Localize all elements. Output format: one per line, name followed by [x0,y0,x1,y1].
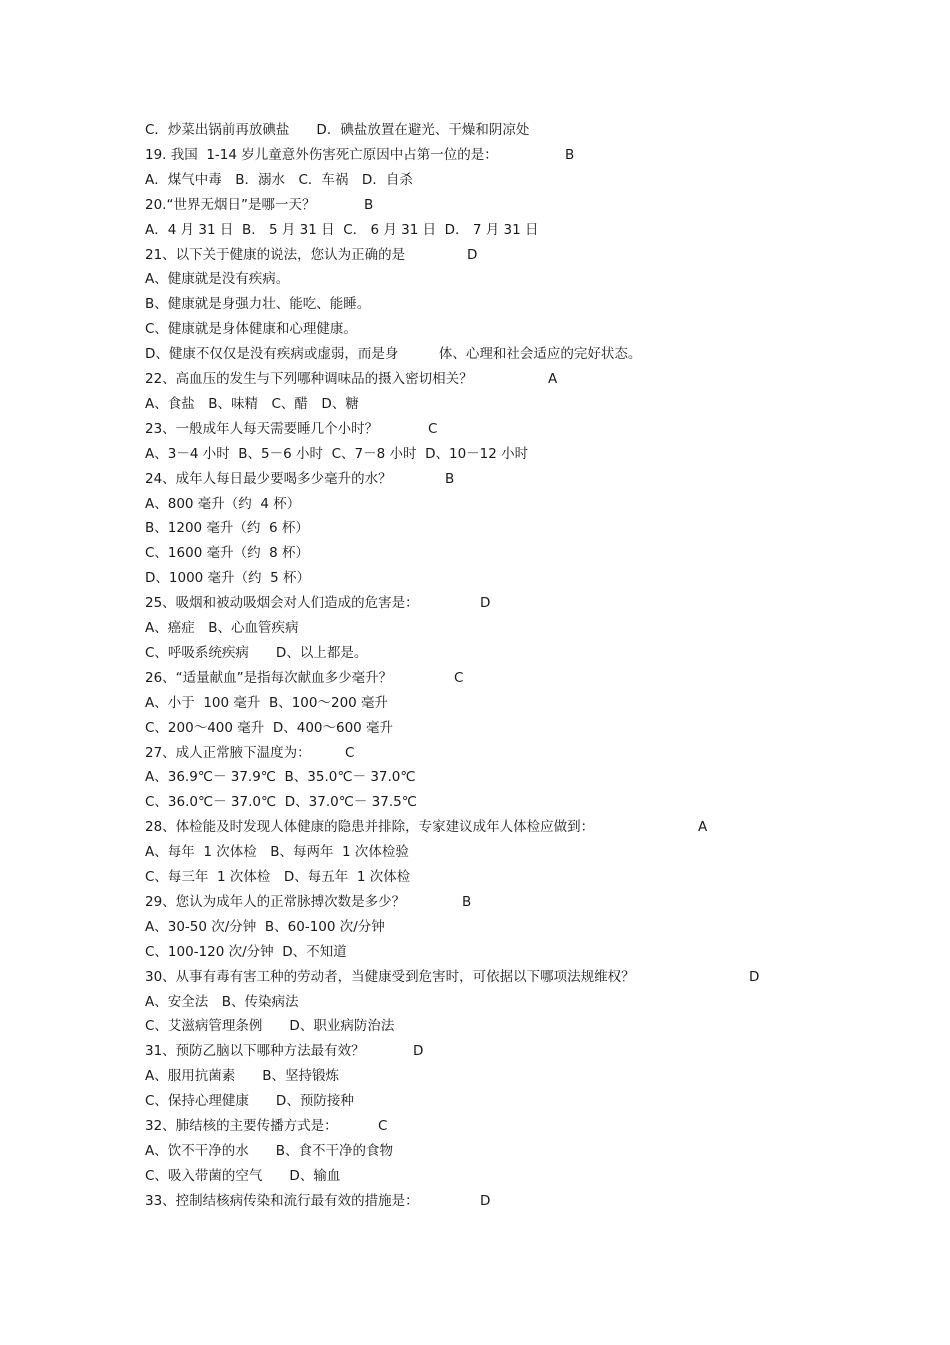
answer-key: C [345,744,355,761]
question-line: 25、吸烟和被动吸烟会对人们造成的危害是： [145,595,419,612]
question-line: 27、成人正常腋下温度为： [145,744,311,761]
question-line: C、健康就是身体健康和心理健康。 [145,321,357,338]
question-line: 23、一般成年人每天需要睡几个小时？ [145,420,379,437]
question-line: 21、以下关于健康的说法，您认为正确的是 [145,246,406,263]
question-line: D、健康不仅仅是没有疾病或虚弱，而是身 体、心理和社会适应的完好状态。 [145,346,642,363]
answer-key: B [364,196,374,213]
question-line: C、保持心理健康 D、预防接种 [145,1093,354,1110]
question-line: 24、成年人每日最少要喝多少毫升的水？ [145,470,392,487]
question-line: A、癌症 B、心血管疾病 [145,620,299,636]
question-line: A、30-50 次/分钟 B、60-100 次/分钟 [145,918,385,935]
answer-key: B [565,146,575,163]
question-line: A、食盐 B、味精 C、醋 D、糖 [145,395,359,412]
question-line: A、服用抗菌素 B、坚持锻炼 [145,1068,339,1085]
question-line: A、健康就是没有疾病。 [145,271,290,288]
question-line: A、每年 1 次体检 B、每两年 1 次体检验 [145,844,409,861]
question-line: B、健康就是身强力壮、能吃、能睡。 [145,296,371,313]
question-line: C、艾滋病管理条例 D、职业病防治法 [145,1018,395,1035]
question-line: A、安全法 B、传染病法 [145,993,299,1010]
question-line: A、饮不干净的水 B、食不干净的食物 [145,1142,393,1159]
question-line: C、36.0℃－ 37.0℃ D、37.0℃－ 37.5℃ [145,794,417,811]
question-line: C、呼吸系统疾病 D、以上都是。 [145,644,368,661]
answer-key: D [480,595,491,612]
question-line: D、1000 毫升（约 5 杯） [145,570,311,587]
question-line: C、每三年 1 次体检 D、每五年 1 次体检 [145,869,411,885]
question-line: 33、控制结核病传染和流行最有效的措施是： [145,1192,419,1209]
question-line: C、200～400 毫升 D、400～600 毫升 [145,719,394,736]
question-line: C、吸入带菌的空气 D、输血 [145,1167,341,1184]
question-line: C．炒菜出锅前再放碘盐 D．碘盐放置在避光、干燥和阴凉处 [145,122,530,138]
answer-key: C [378,1118,388,1134]
answer-key: D [749,968,760,985]
question-line: 28、体检能及时发现人体健康的隐患并排除，专家建议成年人体检应做到： [145,819,595,836]
answer-key: C [454,669,464,686]
question-line: B、1200 毫升（约 6 杯） [145,520,309,537]
answer-key: D [413,1043,424,1060]
answer-key: B [462,893,472,910]
answer-key: B [445,470,455,487]
question-line: A、36.9℃－ 37.9℃ B、35.0℃－ 37.0℃ [145,769,416,786]
question-line: 26、“适量献血”是指每次献血多少毫升？ [145,669,393,686]
answer-key: A [548,371,558,387]
question-line: 29、您认为成年人的正常脉搏次数是多少？ [145,893,406,910]
answer-key: D [467,246,478,263]
answer-key: A [698,819,708,836]
question-line: 32、肺结核的主要传播方式是： [145,1118,338,1134]
question-line: C、100-120 次/分钟 D、不知道 [145,943,347,960]
question-line: 30、从事有毒有害工种的劳动者，当健康受到危害时，可依据以下哪项法规维权？ [145,968,635,985]
question-line: A．4 月 31 日 B． 5 月 31 日 C． 6 月 31 日 D． 7 月 31 日 [145,221,539,238]
question-line: A、小于 100 毫升 B、100～200 毫升 [145,694,389,711]
question-line: 20.“世界无烟日”是哪一天？ [145,196,316,213]
question-line: 22、高血压的发生与下列哪种调味品的摄入密切相关？ [145,371,473,387]
answer-key: C [428,420,438,437]
question-line: A．煤气中毒 B．溺水 C．车祸 D．自杀 [145,171,413,188]
question-line: 31、预防乙脑以下哪种方法最有效？ [145,1043,365,1060]
question-line: A、800 毫升（约 4 杯） [145,495,301,512]
question-line: C、1600 毫升（约 8 杯） [145,545,310,562]
question-line: 19. 我国 1-14 岁儿童意外伤害死亡原因中占第一位的是： [145,146,498,163]
answer-key: D [480,1192,491,1209]
question-line: A、3－4 小时 B、5－6 小时 C、7－8 小时 D、10－12 小时 [145,445,529,462]
